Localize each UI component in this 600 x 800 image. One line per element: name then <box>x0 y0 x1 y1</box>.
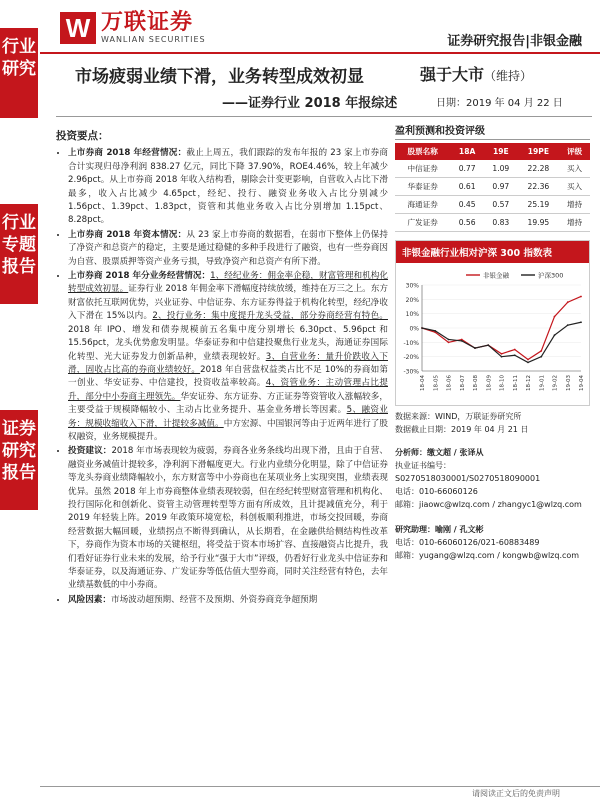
data-point <box>487 344 489 346</box>
main-content <box>56 130 388 608</box>
analyst-phone: 电话：010-66060126 <box>395 487 478 496</box>
data-point <box>567 301 569 303</box>
footer-divider <box>40 786 600 787</box>
analyst-names: 缴文超 / 张译从 <box>427 448 484 457</box>
sidebar-label: 证券研究报告 <box>2 419 36 483</box>
assistant-names: 喻刚 / 孔文彬 <box>435 525 484 534</box>
data-point <box>580 321 582 323</box>
analyst-cert: 执业证书编号：S0270518030001/S0270518090001 <box>395 461 541 483</box>
x-tick-label: 19-01 <box>539 375 546 391</box>
table-header-cell: 股票名称 <box>395 143 450 160</box>
data-point <box>527 362 529 364</box>
data-point <box>527 359 529 361</box>
header-divider <box>40 52 600 54</box>
table-cell: 海通证券 <box>395 196 450 214</box>
assistant-label: 研究助理： <box>395 525 435 534</box>
table-cell: 中信证券 <box>395 160 450 178</box>
disclaimer-note[interactable]: 请阅读正文后的免责声明 <box>472 789 560 798</box>
x-tick-label: 18-10 <box>499 375 506 391</box>
page-subtitle: ——证券行业 2018 年报综述 <box>222 96 398 111</box>
data-point <box>580 296 582 298</box>
bullet-operations: • 上市券商 2018 年经营情况：截止上周五，我们跟踪的发布年报的 23 家上市券商合计实现归母净利润 838.27 亿元，同比下降 37.90%，ROE4.46%，较上年减少 2.96pct。从上市券商 2018 年收入结构看，剔除会计变更影响，自营收入占比下滑最多，收入占比减少 4.65pct，经纪、投行、融资业务收入占比分别减少 1.56pct、1.39pct、1.83pct，资管和其他业务收入占比分别增加 1.15pct、8.28pct。 <box>68 147 388 227</box>
sidebar-band-research <box>0 410 38 510</box>
data-point <box>540 356 542 358</box>
table-cell: 0.56 <box>450 214 484 232</box>
rating <box>420 62 532 85</box>
relative-index-chart <box>396 263 589 403</box>
bullet-advice: • 投资建议：2018 年市场表现较为疲弱，券商各业务条线均出现下滑，且由于自营、融资业务减值计提较多，净利润下滑幅度更大。行业内业绩分化明显，除了中信证券等龙头券商业绩降幅较小，东方财富等中小券商也在某项业务上实现突围，业绩表现优异。虽然 2018 年上市券商整体业绩表现较弱，但在经纪转型财富管理和机构化、投行国际化和创新化、资管主动管理转型等方面有所成效，且计提减值充分，利于 2019 年轻装上阵。2019 年政策环境宽松，科创板顺利推进，市场交投回暖，券商经营数据大幅回暖，业绩拐点不断得到确认，从长期看，在金融供给侧结构性改革下，券商作为资本市场的关键枢纽，将受益于资本市场扩容、直接融资占比提升，我们看好证券行业未来的发展，给予行业“强于大市”评级，仍看好行业龙头中信证券和华泰证券，以及海通证券、广发证券等低估值大型券商，同时关注经营有特色，去年业绩基数低的中小券商。 <box>68 445 388 592</box>
table-cell: 19.95 <box>518 214 559 232</box>
analyst-block <box>395 446 590 562</box>
table-cell: 0.57 <box>484 196 518 214</box>
x-tick-label: 19-02 <box>552 375 559 391</box>
analyst-label: 分析师： <box>395 448 427 457</box>
table-cell: 0.45 <box>450 196 484 214</box>
table-cell: 华泰证券 <box>395 178 450 196</box>
data-point <box>448 341 450 343</box>
sidebar-band-topic <box>0 204 38 304</box>
table-header-cell: 19E <box>484 143 518 160</box>
table-row <box>395 214 590 232</box>
logo-cn: 万联证券 <box>101 10 194 35</box>
table-row <box>395 178 590 196</box>
data-point <box>514 354 516 356</box>
data-point <box>514 349 516 351</box>
sidebar-label: 行业专题报告 <box>2 213 36 277</box>
table-cell: 0.83 <box>484 214 518 232</box>
table-header-cell: 18A <box>450 143 484 160</box>
table-cell: 0.61 <box>450 178 484 196</box>
table-cell: 增持 <box>559 214 590 232</box>
x-tick-label: 18-11 <box>512 375 519 391</box>
data-point <box>554 334 556 336</box>
data-point <box>474 347 476 349</box>
data-point <box>501 356 503 358</box>
x-tick-label: 18-08 <box>473 375 479 391</box>
x-tick-label: 18-12 <box>526 375 532 391</box>
data-date-line: 数据截止日期：2019 年 04 月 21 日 <box>395 425 529 434</box>
logo-en: WANLIAN SECURITIES <box>101 35 206 44</box>
title-divider <box>56 116 592 117</box>
y-tick-label: -10% <box>403 339 419 347</box>
doc-type: 证券研究报告|非银金融 <box>447 34 582 49</box>
data-point <box>554 316 556 318</box>
x-tick-label: 18-05 <box>433 375 440 391</box>
data-point <box>461 340 463 342</box>
y-tick-label: 20% <box>405 296 419 304</box>
y-tick-label: 10% <box>405 311 419 319</box>
table-cell: 买入 <box>559 178 590 196</box>
legend-label: 沪深300 <box>538 271 564 280</box>
table-cell: 22.36 <box>518 178 559 196</box>
analyst-email[interactable]: 邮箱：jiaowc@wlzq.com / zhangyc1@wlzq.com <box>395 500 582 509</box>
data-point <box>567 324 569 326</box>
table-row <box>395 196 590 214</box>
forecast-table <box>395 143 590 232</box>
data-point <box>448 339 450 341</box>
rating-main: 强于大市 <box>420 65 485 84</box>
bullet-risk: • 风险因素：市场波动超预期、经营不及预期、外资券商竞争超预期 <box>68 594 388 607</box>
assistant-email[interactable]: 邮箱：yugang@wlzq.com / kongwb@wlzq.com <box>395 551 580 560</box>
data-point <box>501 353 503 355</box>
table-cell: 25.19 <box>518 196 559 214</box>
chart-box <box>395 240 590 406</box>
company-logo <box>60 8 206 48</box>
report-date: 日期：2019 年 04 月 22 日 <box>436 98 563 109</box>
table-cell: 0.97 <box>484 178 518 196</box>
sidebar-band-industry <box>0 28 38 118</box>
rating-note: （维持） <box>484 69 533 83</box>
assistant-phone: 电话：010-66060126/021-60883489 <box>395 538 540 547</box>
table-header-cell: 19PE <box>518 143 559 160</box>
x-tick-label: 18-06 <box>446 375 453 391</box>
y-tick-label: 30% <box>405 282 419 290</box>
table-cell: 增持 <box>559 196 590 214</box>
data-point <box>540 350 542 352</box>
y-tick-label: -20% <box>403 354 419 362</box>
y-tick-label: 0% <box>409 325 419 333</box>
table-cell: 22.28 <box>518 160 559 178</box>
x-tick-label: 19-04 <box>579 375 585 391</box>
table-row <box>395 160 590 178</box>
chart-title: 非银金融行业相对沪深 300 指数表 <box>396 241 589 263</box>
bullet-business: • 上市券商 2018 年分业务经营情况：1、经纪业务：佣金率企稳，财富管理和机构化转型成效初显。证券行业 2018 年佣金率下滑幅度持续放缓，维持在万三之上。东方财富依托互联网优势，兴业证券、中信证券、东方证券得益于机构化转型，经纪净收入下滑在 15%以内。2、投行业务：集中度提升龙头受益，部分券商经营有特色。2018 年 IPO、增发和债券规模前五名集中度分别增长 6.30pct、5.96pct 和 15.56pct，龙头优势愈发明显。华泰证券和中信建投聚焦行业龙头，海通证券国际化转型、光大证券发力创新品种，业绩表现较好。3、自营业务：量升价跌收入下滑，固收占比高的券商业绩较好。2018 年自营盘权益类占比不足 10%的券商如第一创业、华安证券、中信建投，投资收益率较高。4、资管业务：主动管理占比提升，部分中小券商主理领先。华安证券、东方证券、方正证券等资管收入涨幅较多，主要受益于规模降幅较小、主动占比业务提升、基金业务增长等因素。5、融资业务：规模收缩收入下滑，计提较多减值。中方宏源、中国银河等由于近两年进行了股权融资，业务规模提升。 <box>68 270 388 444</box>
y-tick-label: -30% <box>403 368 419 376</box>
data-source-line: 数据来源：WIND，万联证券研究所 <box>395 412 522 421</box>
x-tick-label: 18-09 <box>486 375 493 391</box>
table-cell: 1.09 <box>484 160 518 178</box>
x-tick-label: 18-07 <box>459 375 466 391</box>
bullet-capital: • 上市券商 2018 年资本情况：从 23 家上市券商的数据看，在弱市下整体上仍保持了净资产和总资产的稳定，主要是通过稳健的多种手段进行了融资，也有一些券商因为自营、股票质押等资产业务亏损，导致净资产和总资产有所下滑。 <box>68 229 388 269</box>
x-tick-label: 19-03 <box>565 375 572 391</box>
right-column <box>395 122 590 562</box>
sidebar-label: 行业研究 <box>2 37 36 79</box>
data-point <box>421 327 423 329</box>
section-heading: 投资要点： <box>56 130 109 142</box>
table-cell: 0.77 <box>450 160 484 178</box>
forecast-title: 盈利预测和投资评级 <box>395 122 590 140</box>
data-point <box>434 330 436 332</box>
legend-label: 非银金融 <box>483 271 509 280</box>
logo-mark: W <box>60 12 96 44</box>
x-tick-label: 18-04 <box>420 375 426 391</box>
table-header-cell: 评级 <box>559 143 590 160</box>
page-title: 市场疲弱业绩下滑，业务转型成效初显 <box>75 67 364 87</box>
table-cell: 广发证券 <box>395 214 450 232</box>
table-cell: 买入 <box>559 160 590 178</box>
data-source <box>395 410 590 436</box>
